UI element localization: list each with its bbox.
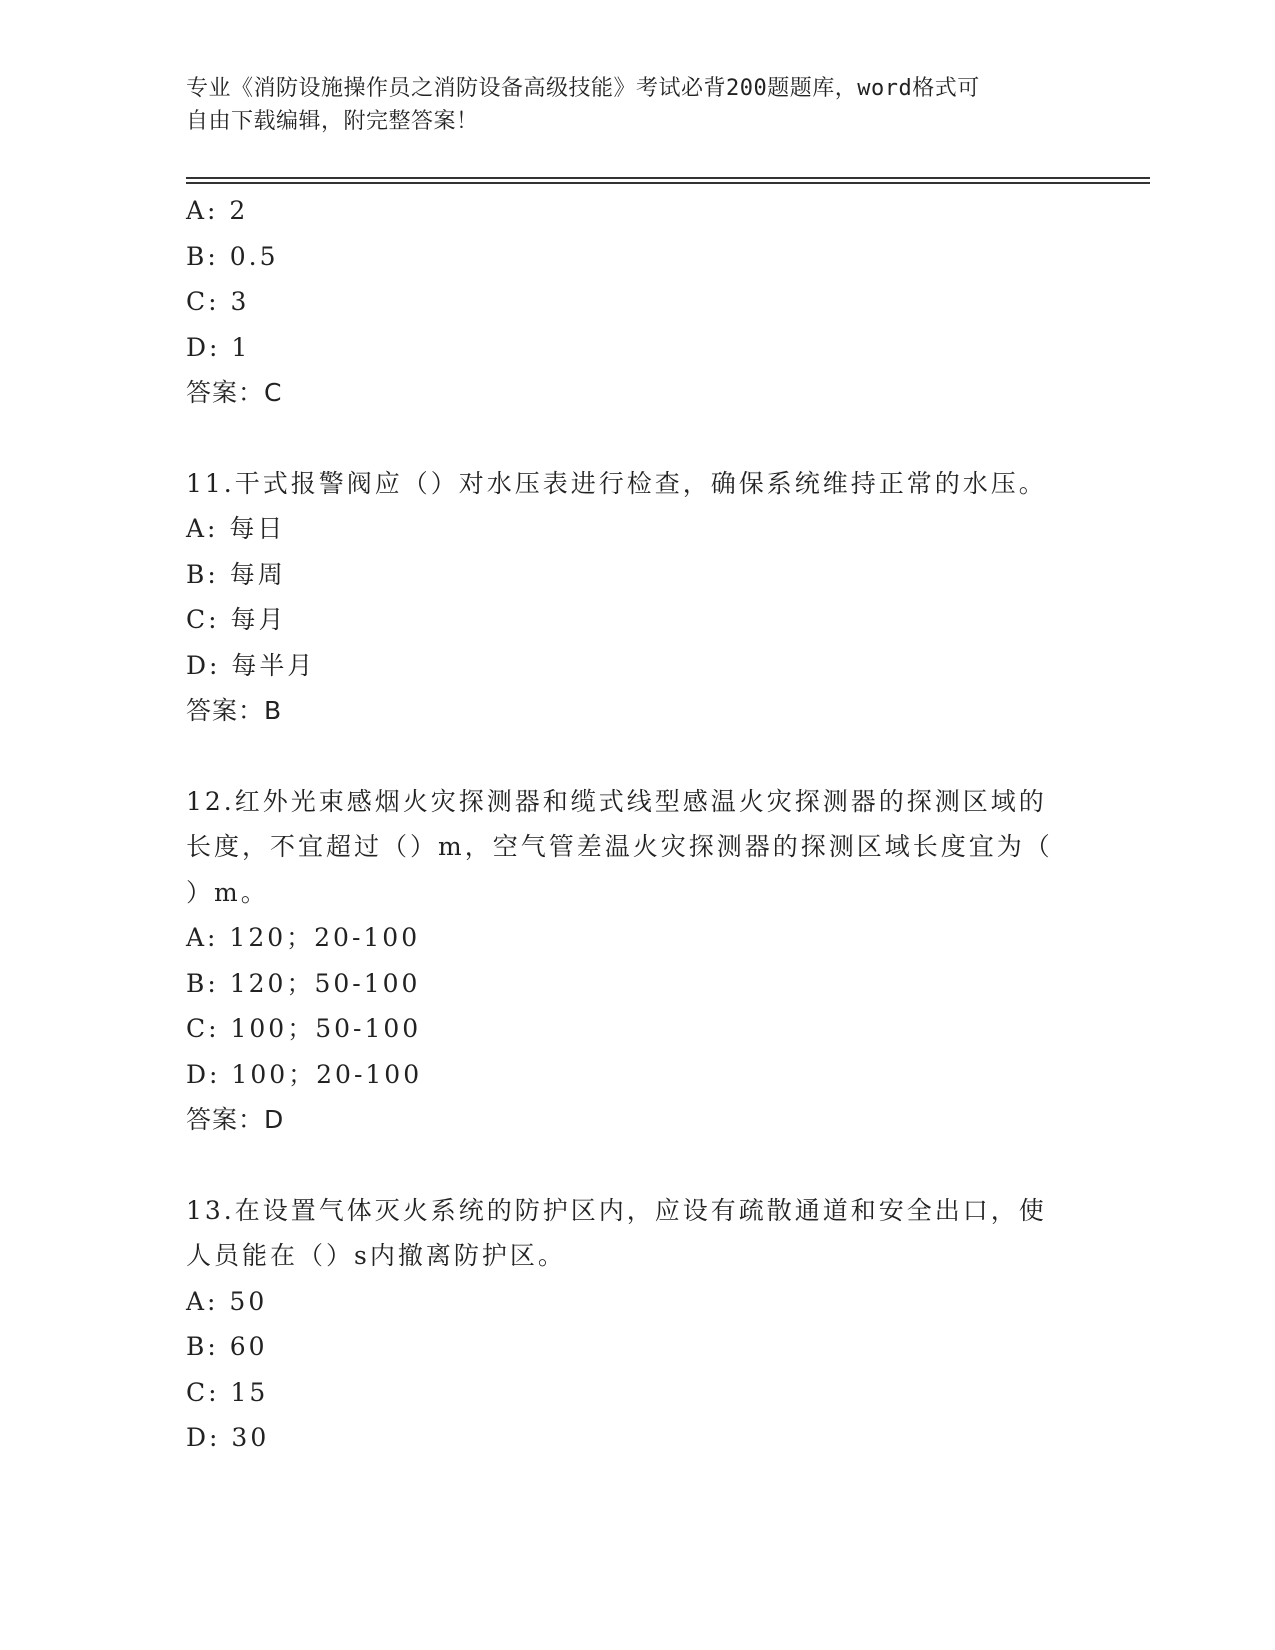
option-b: B: 每周 xyxy=(186,559,286,589)
option-c: C: 3 xyxy=(186,287,250,316)
header-divider-top xyxy=(186,177,1150,179)
option-a: A: 120；20-100 xyxy=(186,923,421,952)
answer: 答案：D xyxy=(186,1105,285,1134)
question-10 xyxy=(186,188,1086,416)
option-c: C: 每月 xyxy=(186,605,287,634)
option-c: C: 15 xyxy=(186,1377,269,1407)
option-d: D: 1 xyxy=(186,332,251,362)
option-b: B: 120；50-100 xyxy=(186,968,421,998)
option-a: A: 50 xyxy=(186,1286,268,1316)
question-text-line-3: ）m。 xyxy=(186,877,269,907)
question-text-line-2: 人员能在（）s内撤离防护区。 xyxy=(186,1241,566,1270)
option-d: D: 100；20-100 xyxy=(186,1059,423,1089)
question-13 xyxy=(186,1188,1086,1461)
answer: 答案：C xyxy=(186,378,283,407)
header-line-2: 自由下载编辑，附完整答案！ xyxy=(186,109,479,134)
option-d: D: 30 xyxy=(186,1423,270,1452)
option-a: A: 每日 xyxy=(186,514,286,543)
header-divider-bottom xyxy=(186,182,1150,184)
option-a: A: 2 xyxy=(186,196,249,225)
option-b: B: 0.5 xyxy=(186,241,279,271)
option-d: D: 每半月 xyxy=(186,650,316,680)
question-text-line-1: 12.红外光束感烟火灾探测器和缆式线型感温火灾探测器的探测区域的 xyxy=(186,786,1047,816)
document-header xyxy=(186,72,1066,138)
question-11 xyxy=(186,461,1086,734)
header-line-1: 专业《消防设施操作员之消防设备高级技能》考试必背200题题库，word格式可 xyxy=(186,76,980,101)
question-text-line-1: 13.在设置气体灭火系统的防护区内，应设有疏散通道和安全出口，使 xyxy=(186,1195,1047,1225)
answer: 答案：B xyxy=(186,696,283,725)
question-content xyxy=(186,188,1086,1461)
option-c: C: 100；50-100 xyxy=(186,1014,422,1043)
question-12 xyxy=(186,779,1086,1143)
question-text: 11.干式报警阀应（）对水压表进行检查，确保系统维持正常的水压。 xyxy=(186,468,1047,498)
option-b: B: 60 xyxy=(186,1332,268,1361)
question-text-line-2: 长度，不宜超过（）m，空气管差温火灾探测器的探测区域长度宜为（ xyxy=(186,832,1053,861)
